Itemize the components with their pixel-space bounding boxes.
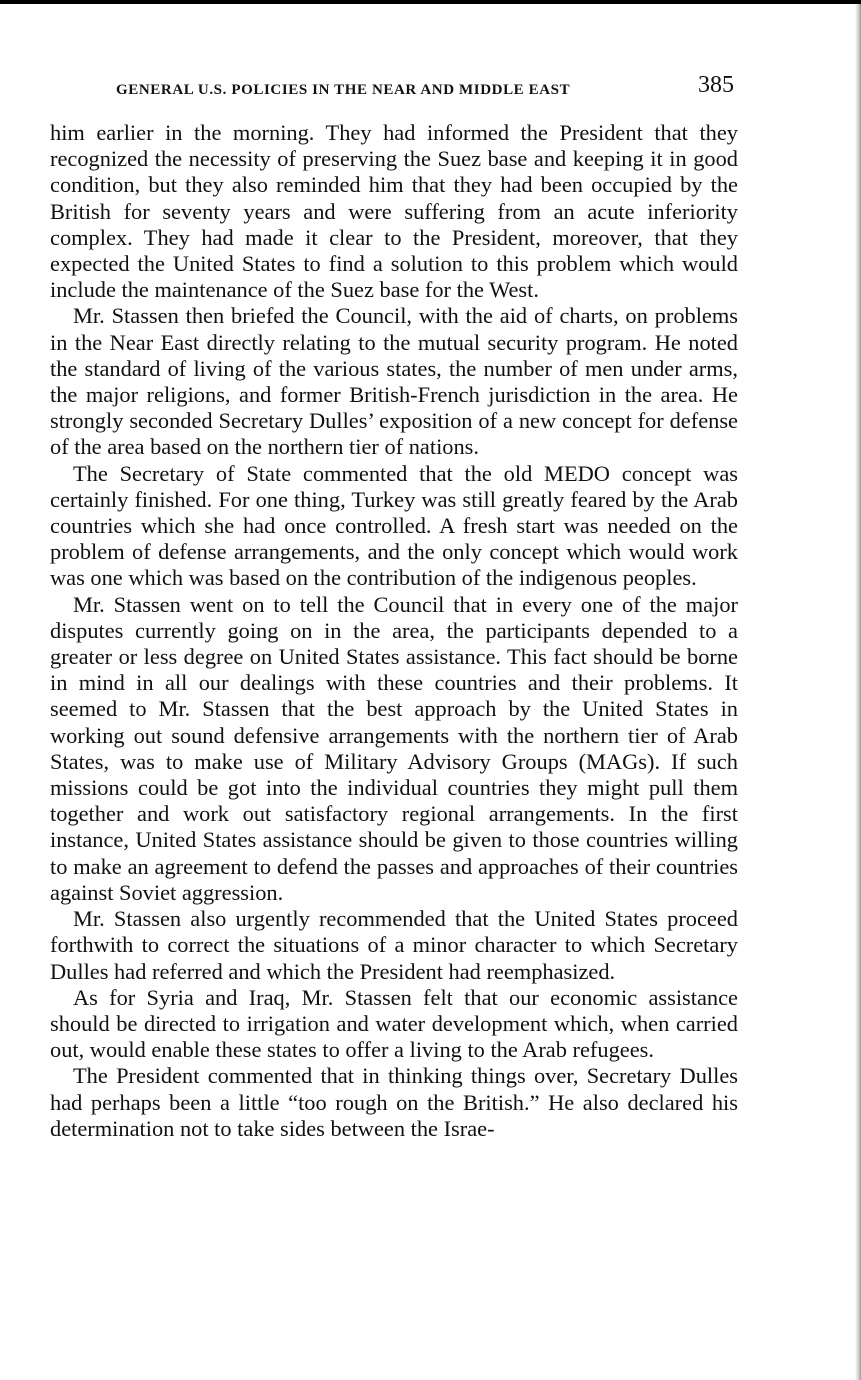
page-edge-shadow bbox=[855, 4, 861, 1380]
top-border-rule bbox=[0, 0, 861, 4]
document-page bbox=[50, 70, 738, 1142]
paragraph: Mr. Stassen then briefed the Council, with the aid of charts, on problems in the Near East directly relating to the mutual security program. He noted the standard of living of the various states, the number of men under arms, the major religions, and former British-French jurisdiction in the area. He strongly seconded Secretary Dulles’ exposition of a new concept for defense of the area based on the northern tier of nations. bbox=[50, 303, 738, 460]
paragraph: Mr. Stassen went on to tell the Council that in every one of the major disputes currently going on in the area, the participants depended to a greater or less degree on United States assistance. This fact should be borne in mind in all our dealings with these countries and their problems. It seemed to Mr. Stassen that the best approach by the United States in working out sound defensive arrangements with the northern tier of Arab States, was to make use of Military Advisory Groups (MAGs). If such missions could be got into the individual countries they might pull them together and work out satisfactory regional arrangements. In the first instance, United States assistance should be given to those countries willing to make an agreement to defend the passes and approaches of their countries against Soviet aggression. bbox=[50, 591, 738, 905]
paragraph: The President commented that in thinking things over, Secretary Dulles had perhaps been a little “too rough on the British.” He also declared his determination not to take sides between the Israe- bbox=[50, 1063, 738, 1141]
body-text bbox=[50, 120, 738, 1142]
paragraph-continued: him earlier in the morning. They had informed the President that they recognized the necessity of preserving the Suez base and keeping it in good condition, but they also reminded him that they had been occupied by the British for seventy years and were suffering from an acute inferiority complex. They had made it clear to the President, moreover, that they expected the United States to find a solution to this problem which would include the maintenance of the Suez base for the West. bbox=[50, 120, 738, 303]
running-title: GENERAL U.S. POLICIES IN THE NEAR AND MIDDLE EAST bbox=[116, 82, 571, 98]
paragraph: As for Syria and Iraq, Mr. Stassen felt that our economic assistance should be directed to irrigation and water development which, when carried out, would enable these states to offer a living to the Arab refugees. bbox=[50, 984, 738, 1063]
running-header bbox=[50, 70, 738, 112]
paragraph: Mr. Stassen also urgently recommended that the United States proceed forthwith to correct the situations of a minor character to which Secretary Dulles had referred and which the President had reemphasized. bbox=[50, 906, 738, 984]
page-number: 385 bbox=[698, 72, 734, 98]
paragraph: The Secretary of State commented that the old MEDO concept was certainly finished. For one thing, Turkey was still greatly feared by the Arab countries which she had once controlled. A fresh start was needed on the problem of defense arrangements, and the only concept which would work was one which was based on the contribution of the indigenous peoples. bbox=[50, 460, 738, 591]
